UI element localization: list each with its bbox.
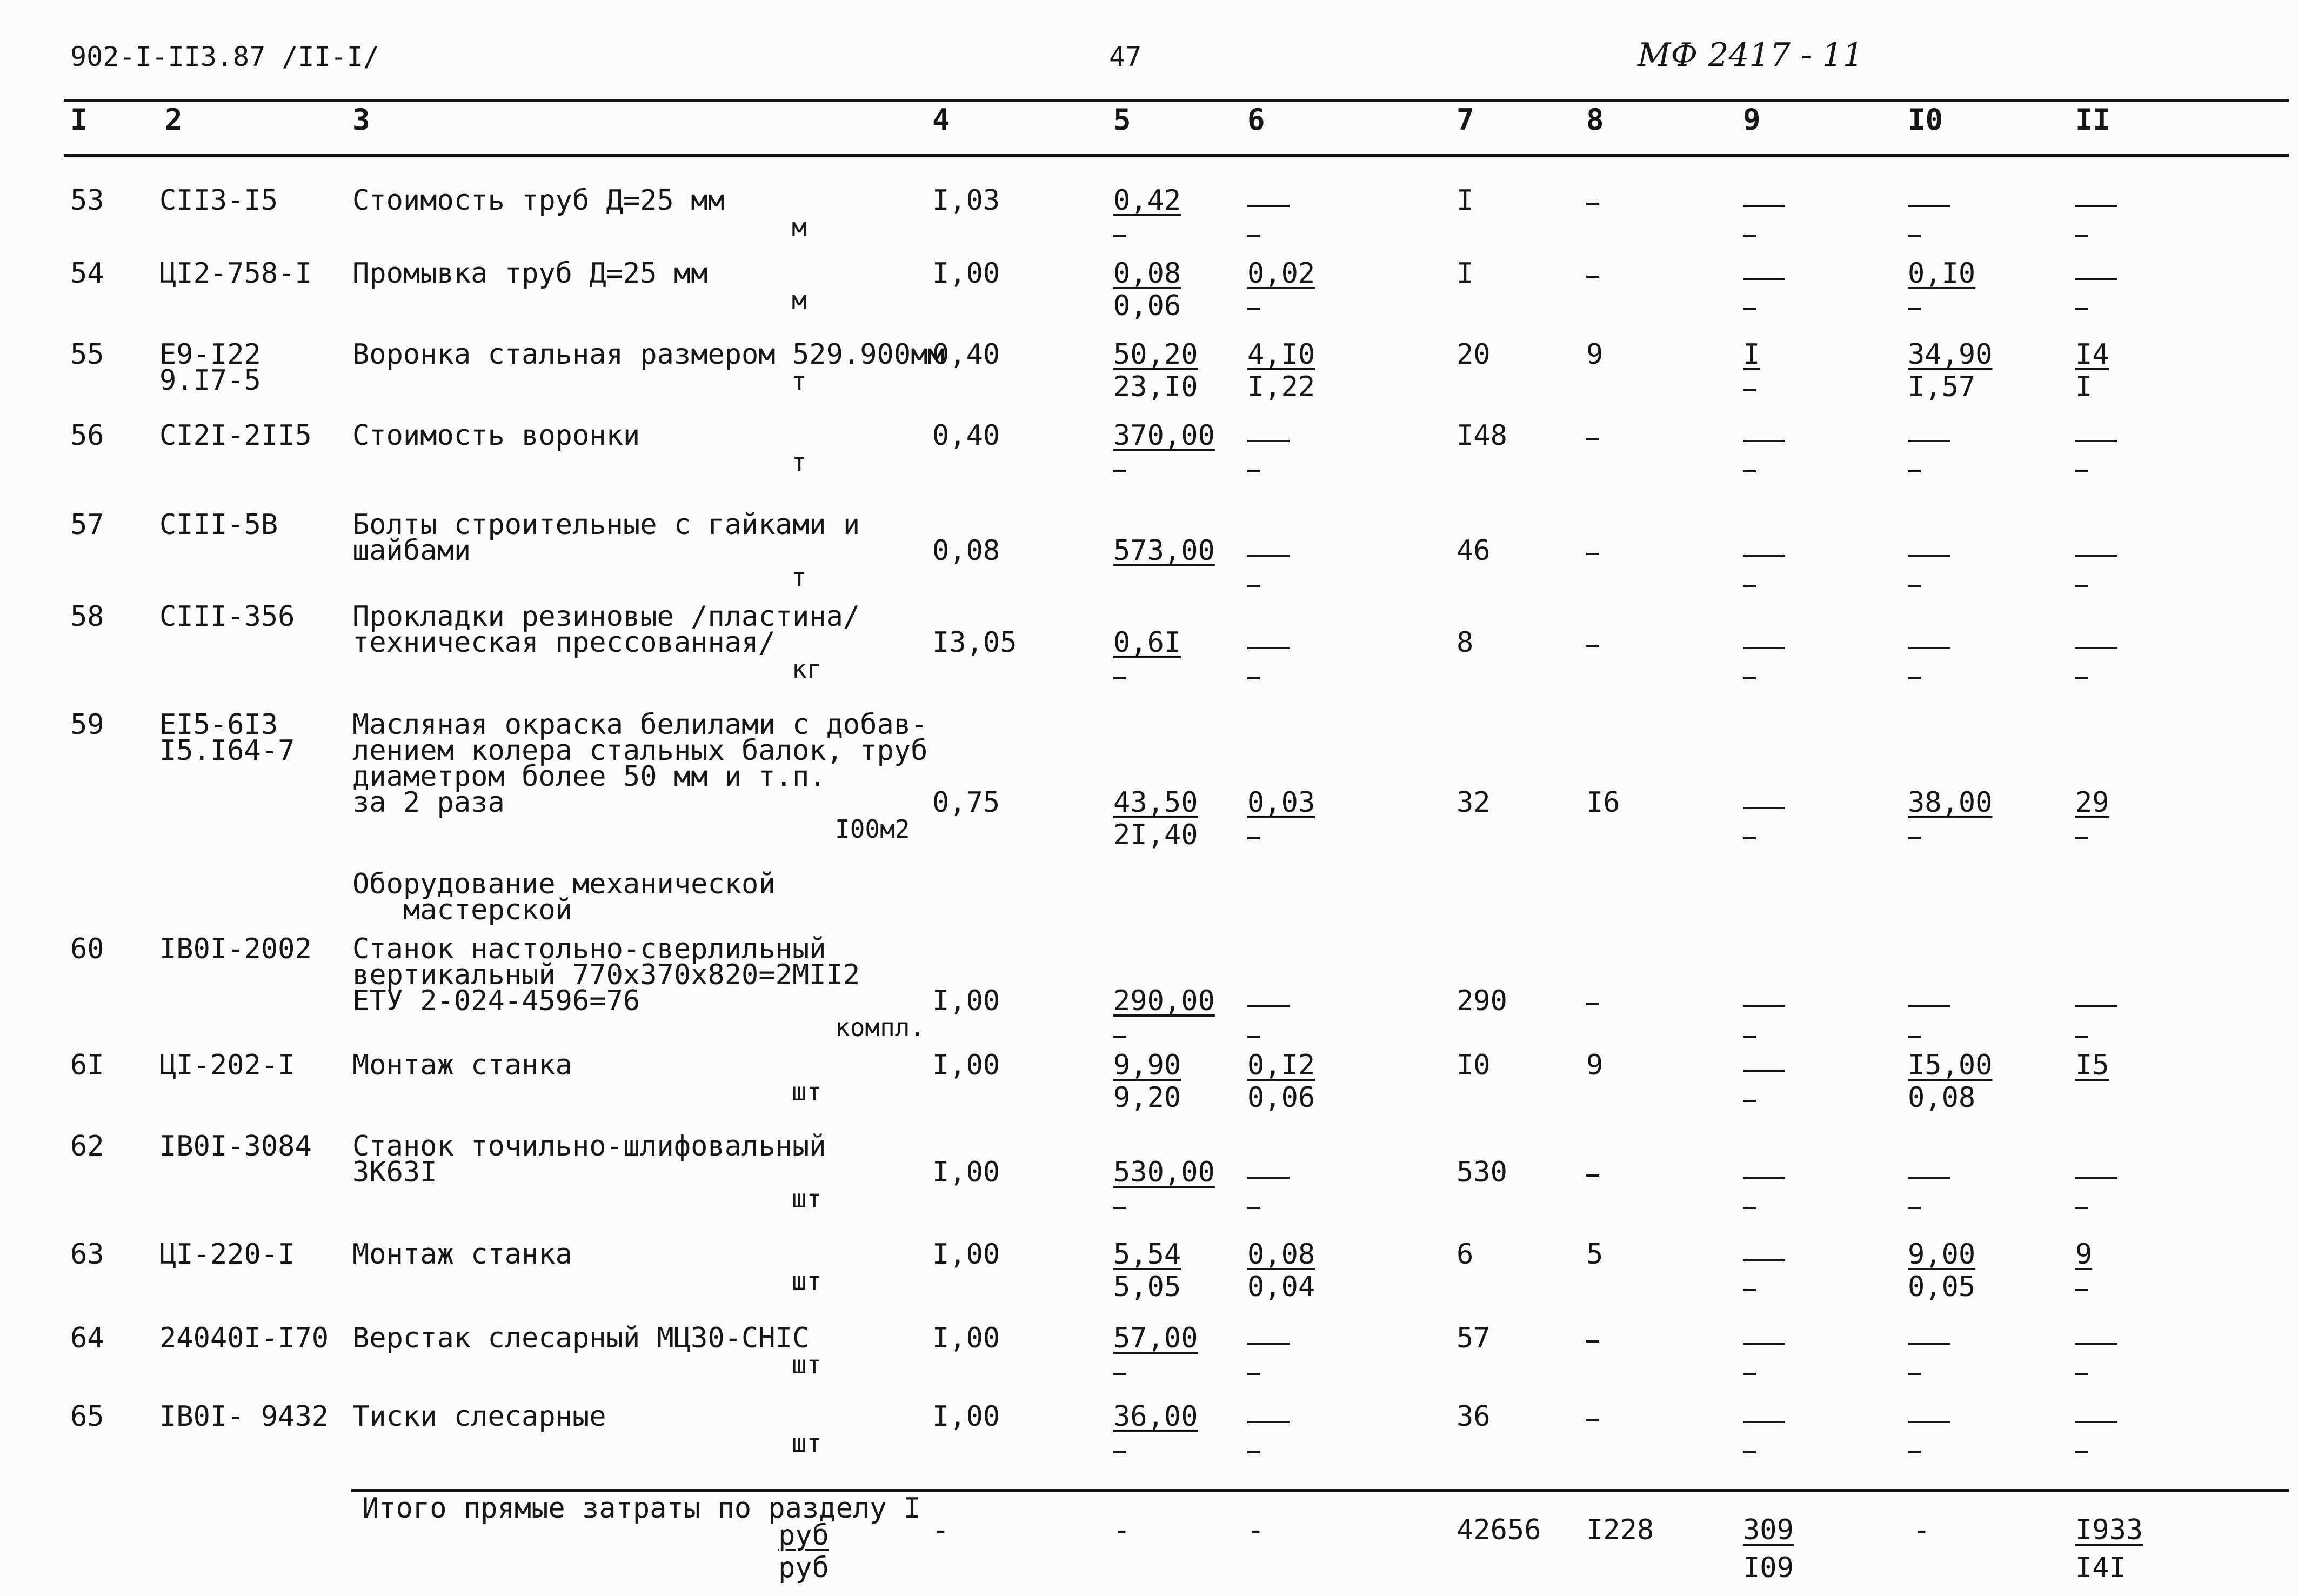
row-col10-top: 38,00 <box>1908 786 1993 819</box>
column-header-4: 4 <box>932 103 950 137</box>
row-col9-bottom <box>1743 1373 1756 1375</box>
row-quantity: I3,05 <box>932 626 1017 659</box>
column-header-6: 6 <box>1247 103 1265 137</box>
row-col9-top <box>1743 440 1785 442</box>
row-col10-bottom: 0,08 <box>1908 1081 1976 1114</box>
row-unit: шт <box>792 1350 822 1379</box>
row-description: Оборудование механической <box>352 868 776 900</box>
row-col9-bottom <box>1743 308 1756 310</box>
row-description: Станок настольно-сверлильный <box>352 933 826 965</box>
row-number: 64 <box>70 1322 104 1354</box>
row-col10-bottom <box>1908 837 1921 839</box>
total-col4: - <box>932 1514 950 1546</box>
row-col7: I48 <box>1457 419 1507 452</box>
row-number: 55 <box>70 338 104 371</box>
row-unit: шт <box>792 1266 822 1296</box>
row-col8: 9 <box>1586 1049 1604 1081</box>
row-code: СII3-I5 <box>159 184 278 217</box>
row-number: 53 <box>70 184 104 217</box>
row-col10-top: 34,90 <box>1908 338 1993 371</box>
row-quantity: I,03 <box>932 184 1000 217</box>
row-col6-bottom <box>1247 308 1260 310</box>
row-col8 <box>1586 1003 1599 1005</box>
row-col10-bottom <box>1908 1207 1921 1209</box>
row-col10-top <box>1908 1343 1950 1345</box>
row-description: Монтаж станка <box>352 1238 572 1271</box>
row-col9-bottom <box>1743 1100 1756 1102</box>
row-col9-bottom <box>1743 1207 1756 1209</box>
row-unit: кг <box>792 655 822 684</box>
column-header-7: 7 <box>1457 103 1474 137</box>
row-col11-top: 9 <box>2075 1238 2093 1271</box>
row-col10-bottom <box>1908 308 1921 310</box>
row-col7: I <box>1457 184 1474 217</box>
row-description: за 2 раза <box>352 786 505 819</box>
row-col9-top <box>1743 555 1785 557</box>
row-code: 9.I7-5 <box>159 364 261 397</box>
row-col6-top: 0,I2 <box>1247 1049 1315 1081</box>
row-col10-bottom <box>1908 235 1921 237</box>
row-col6-top <box>1247 1177 1290 1179</box>
row-col9-top <box>1743 205 1785 207</box>
row-col6-top <box>1247 440 1290 442</box>
row-number: 63 <box>70 1238 104 1271</box>
row-col5-top: 9,90 <box>1113 1049 1181 1081</box>
row-col5-top: 0,6I <box>1113 626 1181 659</box>
row-col7: I <box>1457 257 1474 290</box>
row-col7: 32 <box>1457 786 1491 819</box>
row-col10-top <box>1908 555 1950 557</box>
row-col5-top: 0,42 <box>1113 184 1181 217</box>
row-col5-bottom <box>1113 235 1126 237</box>
row-col11-top <box>2075 1421 2117 1423</box>
page-number: 47 <box>1109 41 1142 72</box>
row-quantity: I,00 <box>932 1049 1000 1081</box>
row-col10-bottom <box>1908 470 1921 472</box>
row-code: СI2I-2II5 <box>159 419 312 452</box>
row-description: Промывка труб Д=25 мм <box>352 257 708 290</box>
row-col10-bottom <box>1908 677 1921 679</box>
row-quantity: I,00 <box>932 1238 1000 1271</box>
row-col9-bottom <box>1743 837 1756 839</box>
row-col11-bottom <box>2075 470 2088 472</box>
row-description: мастерской <box>352 894 572 926</box>
row-description: Тиски слесарные <box>352 1400 606 1433</box>
row-col6-top <box>1247 647 1290 649</box>
total-col9-bottom: I09 <box>1743 1552 1794 1584</box>
row-col8 <box>1586 1174 1599 1177</box>
row-number: 54 <box>70 257 104 290</box>
row-col11-top <box>2075 1177 2117 1179</box>
row-code: ЦI-220-I <box>159 1238 295 1271</box>
row-col5-top: 36,00 <box>1113 1400 1198 1433</box>
total-col8: I228 <box>1586 1514 1654 1546</box>
row-number: 57 <box>70 509 104 541</box>
row-unit: шт <box>792 1428 822 1458</box>
row-unit: компл. <box>835 1013 925 1042</box>
row-code: ЦI-202-I <box>159 1049 295 1081</box>
row-col9-bottom <box>1743 585 1756 587</box>
row-col10-top: 9,00 <box>1908 1238 1976 1271</box>
column-header-1: I <box>70 103 88 137</box>
row-col7: I0 <box>1457 1049 1491 1081</box>
row-unit: т <box>792 448 807 477</box>
row-unit: шт <box>792 1077 822 1106</box>
row-code: ЕI5-6I3 <box>159 709 278 741</box>
total-unit-bottom: руб <box>778 1552 829 1584</box>
row-col5-top: 43,50 <box>1113 786 1198 819</box>
row-col8: 9 <box>1586 338 1604 371</box>
row-col6-top <box>1247 555 1290 557</box>
row-col5-top: 50,20 <box>1113 338 1198 371</box>
row-col6-bottom <box>1247 235 1260 237</box>
row-col7: 290 <box>1457 985 1507 1017</box>
row-col9-bottom <box>1743 470 1756 472</box>
row-col8: I6 <box>1586 786 1620 819</box>
row-col10-bottom <box>1908 1373 1921 1375</box>
row-col7: 57 <box>1457 1322 1491 1354</box>
table-top-rule <box>64 99 2289 102</box>
row-col6-top: 0,02 <box>1247 257 1315 290</box>
row-col7: 36 <box>1457 1400 1491 1433</box>
row-col8 <box>1586 1340 1599 1343</box>
row-col9-top <box>1743 647 1785 649</box>
row-number: 6I <box>70 1049 104 1081</box>
row-col11-top <box>2075 440 2117 442</box>
row-col5-top: 5,54 <box>1113 1238 1181 1271</box>
row-col8 <box>1586 203 1599 205</box>
row-col5-bottom <box>1113 1207 1126 1209</box>
row-col9-top <box>1743 1070 1785 1072</box>
row-col5-bottom: 23,I0 <box>1113 371 1198 403</box>
row-quantity: 0,40 <box>932 419 1000 452</box>
row-col11-bottom <box>2075 837 2088 839</box>
row-col11-bottom <box>2075 308 2088 310</box>
row-col8 <box>1586 1419 1599 1421</box>
row-unit: м <box>792 212 807 242</box>
row-col9-top <box>1743 1005 1785 1007</box>
row-col6-bottom <box>1247 677 1260 679</box>
row-description: Верстак слесарный МЦ30-СНIС <box>352 1322 810 1354</box>
row-code: 24040I-I70 <box>159 1322 329 1354</box>
row-quantity: I,00 <box>932 1322 1000 1354</box>
row-quantity: I,00 <box>932 257 1000 290</box>
column-header-10: I0 <box>1908 103 1943 137</box>
row-col8 <box>1586 438 1599 440</box>
row-col5-bottom: 2I,40 <box>1113 819 1198 851</box>
row-description: Стоимость воронки <box>352 419 640 452</box>
row-unit: т <box>792 366 807 396</box>
row-code: IВ0I- 9432 <box>159 1400 329 1433</box>
row-col10-top: I5,00 <box>1908 1049 1993 1081</box>
row-col9-bottom <box>1743 389 1756 391</box>
row-col8: 5 <box>1586 1238 1604 1271</box>
row-col10-bottom <box>1908 1451 1921 1453</box>
row-col9-bottom <box>1743 677 1756 679</box>
row-col5-top: 0,08 <box>1113 257 1181 290</box>
row-quantity: I,00 <box>932 1400 1000 1433</box>
row-col11-top: 29 <box>2075 786 2109 819</box>
total-unit-top: руб <box>778 1519 829 1552</box>
row-col5-bottom: 0,06 <box>1113 290 1181 322</box>
row-description: вертикальный 770х370х820=2МII2 <box>352 959 860 991</box>
row-quantity: I,00 <box>932 1156 1000 1188</box>
row-description: 3К63I <box>352 1156 437 1188</box>
row-col10-top <box>1908 205 1950 207</box>
row-description: техническая прессованная/ <box>352 626 776 659</box>
row-col11-bottom <box>2075 1289 2088 1291</box>
row-number: 58 <box>70 600 104 633</box>
row-col11-top <box>2075 278 2117 280</box>
row-code: IВ0I-3084 <box>159 1130 312 1163</box>
row-col6-bottom <box>1247 1373 1260 1375</box>
row-col11-top <box>2075 1343 2117 1345</box>
row-col7: 8 <box>1457 626 1474 659</box>
column-header-9: 9 <box>1743 103 1761 137</box>
row-col11-top: I4 <box>2075 338 2109 371</box>
row-col11-top <box>2075 1005 2117 1007</box>
row-description: ЕТУ 2-024-4596=76 <box>352 985 640 1017</box>
row-col8 <box>1586 553 1599 555</box>
row-col10-top <box>1908 1177 1950 1179</box>
row-code: СIII-356 <box>159 600 295 633</box>
row-col11-bottom <box>2075 1373 2088 1375</box>
row-col5-bottom: 5,05 <box>1113 1271 1181 1303</box>
row-col10-top <box>1908 647 1950 649</box>
row-col5-top: 370,00 <box>1113 419 1215 452</box>
row-col10-bottom <box>1908 1036 1921 1038</box>
row-col6-bottom: I,22 <box>1247 371 1315 403</box>
row-col6-bottom <box>1247 1451 1260 1453</box>
row-col11-bottom <box>2075 1036 2088 1038</box>
column-header-5: 5 <box>1113 103 1131 137</box>
row-col10-top <box>1908 440 1950 442</box>
row-col7: 20 <box>1457 338 1491 371</box>
row-number: 59 <box>70 709 104 741</box>
row-unit: I00м2 <box>835 814 910 844</box>
row-unit: м <box>792 285 807 315</box>
total-col9-top: 309 <box>1743 1514 1794 1546</box>
row-col5-top: 57,00 <box>1113 1322 1198 1354</box>
row-col5-bottom <box>1113 1373 1126 1375</box>
row-col5-bottom <box>1113 470 1126 472</box>
row-col6-top: 4,I0 <box>1247 338 1315 371</box>
row-code: I5.I64-7 <box>159 734 295 767</box>
row-col11-bottom <box>2075 235 2088 237</box>
row-description: шайбами <box>352 535 471 567</box>
row-col6-bottom <box>1247 470 1260 472</box>
row-number: 60 <box>70 933 104 965</box>
row-col11-bottom <box>2075 1207 2088 1209</box>
row-col6-bottom <box>1247 837 1260 839</box>
row-col9-bottom <box>1743 1036 1756 1038</box>
row-col10-bottom: 0,05 <box>1908 1271 1976 1303</box>
row-col11-top: I5 <box>2075 1049 2109 1081</box>
row-col6-bottom <box>1247 1207 1260 1209</box>
total-label: Итого прямые затраты по разделу I <box>362 1492 921 1525</box>
row-quantity: I,00 <box>932 985 1000 1017</box>
total-col7: 42656 <box>1457 1514 1541 1546</box>
row-col10-top <box>1908 1421 1950 1423</box>
row-col10-bottom <box>1908 585 1921 587</box>
row-description: Стоимость труб Д=25 мм <box>352 184 725 217</box>
row-col5-top: 530,00 <box>1113 1156 1215 1188</box>
row-col6-bottom <box>1247 1036 1260 1038</box>
row-col7: 46 <box>1457 535 1491 567</box>
row-col5-bottom <box>1113 677 1126 679</box>
row-col8 <box>1586 276 1599 278</box>
row-col6-bottom: 0,06 <box>1247 1081 1315 1114</box>
row-quantity: 0,08 <box>932 535 1000 567</box>
row-number: 65 <box>70 1400 104 1433</box>
row-col11-bottom <box>2075 1451 2088 1453</box>
row-col9-top <box>1743 278 1785 280</box>
column-header-8: 8 <box>1586 103 1604 137</box>
row-description: Монтаж станка <box>352 1049 572 1081</box>
row-col7: 6 <box>1457 1238 1474 1271</box>
row-col5-bottom: 9,20 <box>1113 1081 1181 1114</box>
row-col10-top: 0,I0 <box>1908 257 1976 290</box>
row-col5-bottom <box>1113 1036 1126 1038</box>
row-col11-bottom <box>2075 585 2088 587</box>
row-col7: 530 <box>1457 1156 1507 1188</box>
archive-stamp: МФ 2417 - 11 <box>1638 36 1863 74</box>
row-description: Станок точильно-шлифовальный <box>352 1130 826 1163</box>
row-col9-top <box>1743 1343 1785 1345</box>
row-description: Болты строительные с гайками и <box>352 509 860 541</box>
row-description: Воронка стальная размером 529.900мм <box>352 338 945 371</box>
row-col11-bottom <box>2075 677 2088 679</box>
total-col5: - <box>1113 1514 1131 1546</box>
row-col6-bottom <box>1247 585 1260 587</box>
row-description: Масляная окраска белилами с добав- <box>352 709 928 741</box>
row-col10-top <box>1908 1005 1950 1007</box>
row-code: ЦI2-758-I <box>159 257 312 290</box>
row-col11-top <box>2075 555 2117 557</box>
row-col6-top: 0,08 <box>1247 1238 1315 1271</box>
row-col9-bottom <box>1743 1451 1756 1453</box>
row-col10-bottom: I,57 <box>1908 371 1976 403</box>
row-col9-top <box>1743 1259 1785 1261</box>
table-header-rule <box>64 154 2289 157</box>
total-col11-top: I933 <box>2075 1514 2143 1546</box>
row-number: 62 <box>70 1130 104 1163</box>
row-col11-bottom: I <box>2075 371 2093 403</box>
row-col11-top <box>2075 205 2117 207</box>
row-col6-top <box>1247 1421 1290 1423</box>
column-header-11: II <box>2075 103 2111 137</box>
row-unit: шт <box>792 1184 822 1213</box>
total-col6: - <box>1247 1514 1265 1546</box>
row-col8 <box>1586 645 1599 647</box>
row-col9-top <box>1743 807 1785 809</box>
row-number: 56 <box>70 419 104 452</box>
row-code: СIII-5В <box>159 509 278 541</box>
row-col9-bottom <box>1743 1289 1756 1291</box>
total-col11-bottom: I4I <box>2075 1552 2126 1584</box>
row-col5-top: 573,00 <box>1113 535 1215 567</box>
doc-code: 902-I-II3.87 /II-I/ <box>70 41 379 72</box>
row-col9-top: I <box>1743 338 1760 371</box>
column-header-3: 3 <box>352 103 370 137</box>
row-col9-bottom <box>1743 235 1756 237</box>
row-quantity: 0,75 <box>932 786 1000 819</box>
row-col5-top: 290,00 <box>1113 985 1215 1017</box>
row-description: лением колера стальных балок, труб <box>352 734 928 767</box>
row-col11-top <box>2075 647 2117 649</box>
row-quantity: 0,40 <box>932 338 1000 371</box>
row-unit: т <box>792 563 807 592</box>
row-col6-top: 0,03 <box>1247 786 1315 819</box>
row-col9-top <box>1743 1177 1785 1179</box>
row-col6-bottom: 0,04 <box>1247 1271 1315 1303</box>
row-col9-top <box>1743 1421 1785 1423</box>
row-description: Прокладки резиновые /пластина/ <box>352 600 860 633</box>
row-col6-top <box>1247 1343 1290 1345</box>
total-col10: - <box>1913 1514 1930 1546</box>
row-code: Е9-I22 <box>159 338 261 371</box>
row-col5-bottom <box>1113 1451 1126 1453</box>
row-code: IВ0I-2002 <box>159 933 312 965</box>
column-header-2: 2 <box>165 103 183 137</box>
row-col6-top <box>1247 205 1290 207</box>
row-description: диаметром более 50 мм и т.п. <box>352 760 826 793</box>
row-col6-top <box>1247 1005 1290 1007</box>
table-bottom-rule <box>351 1489 2289 1492</box>
